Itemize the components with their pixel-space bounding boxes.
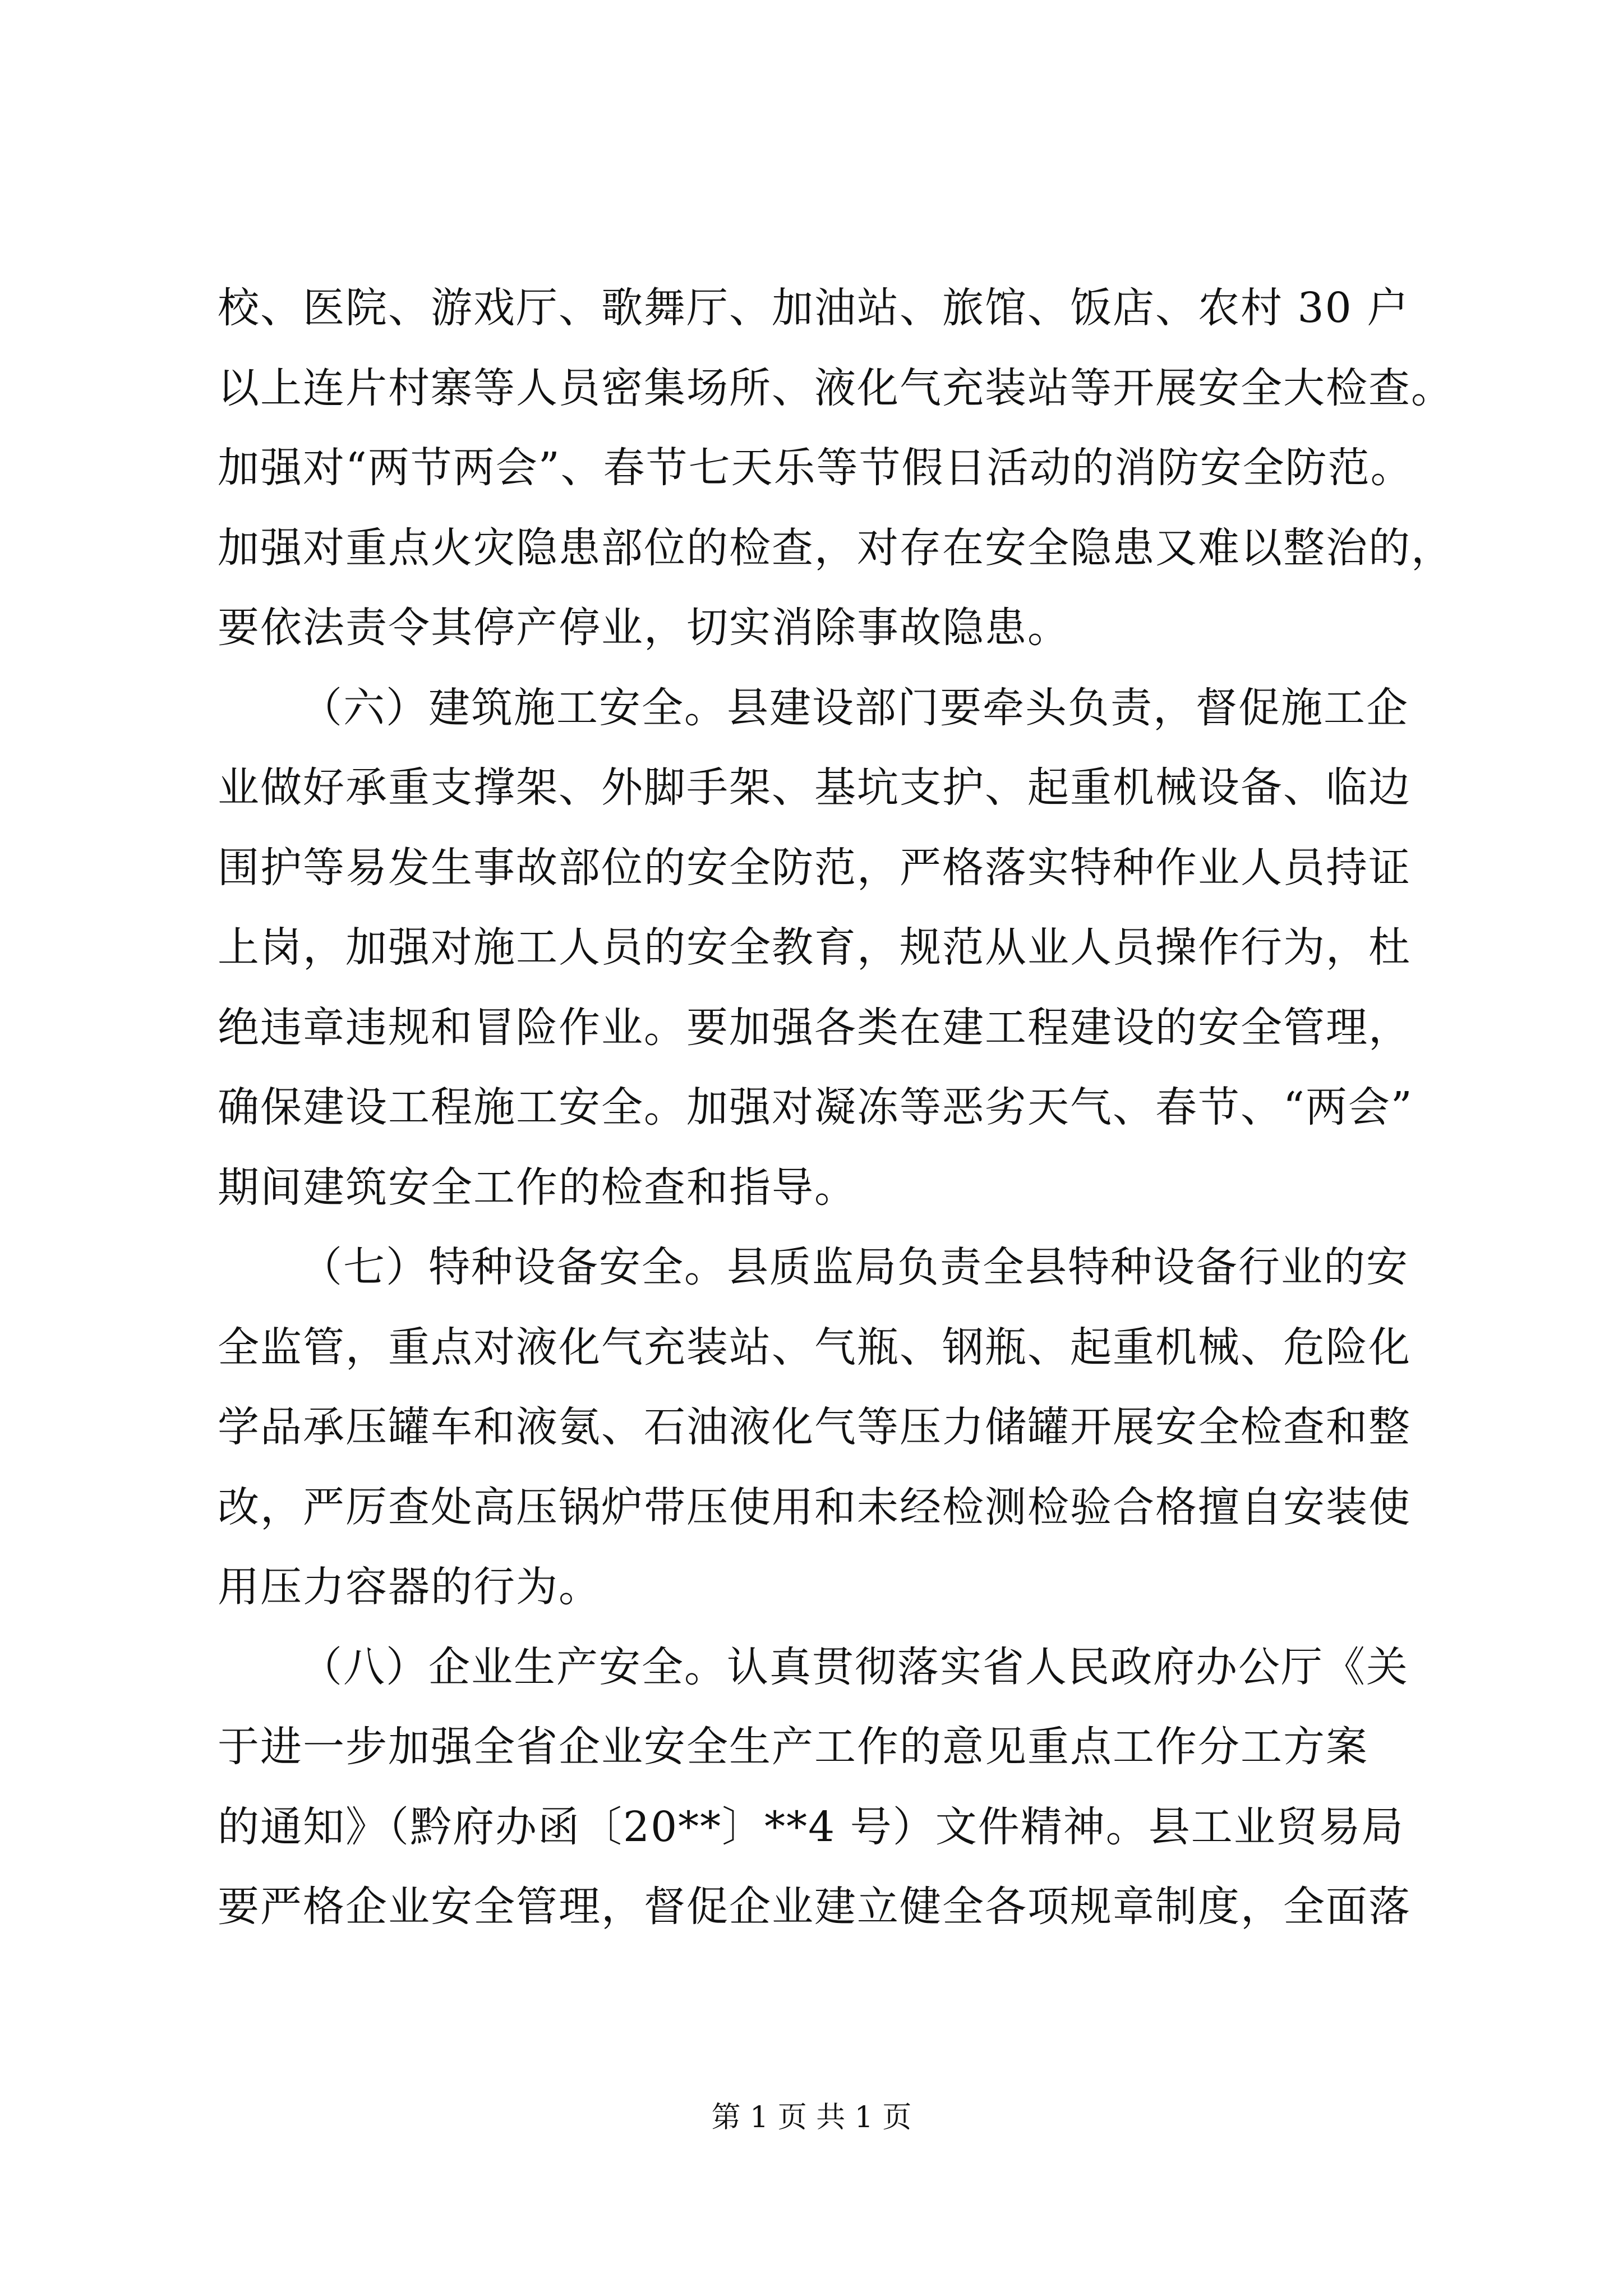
text-line: 期间建筑安全工作的检查和指导。 bbox=[218, 1163, 857, 1212]
text-line: 以上连片村寨等人员密集场所、液化气充装站等开展安全大检查。 bbox=[218, 364, 1454, 412]
text-line: 要依法责令其停产停业，切实消除事故隐患。 bbox=[218, 604, 1070, 652]
text-line: 要严格企业安全管理，督促企业建立健全各项规章制度，全面落 bbox=[218, 1883, 1411, 1931]
text-line: 校、医院、游戏厅、歌舞厅、加油站、旅馆、饭店、农村 30 户 bbox=[218, 284, 1410, 332]
text-line: 学品承压罐车和液氨、石油液化气等压力储罐开展安全检查和整 bbox=[218, 1403, 1411, 1451]
paragraph-first-line: （六）建筑施工安全。县建设部门要牵头负责，督促施工企 bbox=[301, 683, 1409, 732]
page-footer bbox=[0, 2098, 1623, 2137]
text-line: 于进一步加强全省企业安全生产工作的意见重点工作分工方案 bbox=[218, 1723, 1368, 1771]
text-line: 上岗，加强对施工人员的安全教育，规范从业人员操作行为，杜 bbox=[218, 923, 1411, 972]
text-line: 加强对重点火灾隐患部位的检查，对存在安全隐患又难以整治的， bbox=[218, 523, 1454, 572]
paragraph-first-line: （七）特种设备安全。县质监局负责全县特种设备行业的安 bbox=[301, 1243, 1409, 1291]
text-line: 全监管，重点对液化气充装站、气瓶、钢瓶、起重机械、危险化 bbox=[218, 1323, 1411, 1372]
text-line: 业做好承重支撑架、外脚手架、基坑支护、起重机械设备、临边 bbox=[218, 763, 1411, 812]
text-line: 用压力容器的行为。 bbox=[218, 1563, 601, 1611]
page-number-label: 第 1 页 共 1 页 bbox=[711, 2101, 912, 2134]
text-line: 的通知》（黔府办函〔20**〕**4 号）文件精神。县工业贸易局 bbox=[218, 1802, 1404, 1851]
text-line: 围护等易发生事故部位的安全防范，严格落实特种作业人员持证 bbox=[218, 843, 1411, 892]
document-body bbox=[218, 268, 1454, 1947]
text-line: 确保建设工程施工安全。加强对凝冻等恶劣天气、春节、“两会” bbox=[218, 1083, 1413, 1131]
text-line: 加强对“两节两会”、春节七天乐等节假日活动的消防安全防范。 bbox=[218, 444, 1413, 492]
text-line: 改，严厉查处高压锅炉带压使用和未经检测检验合格擅自安装使 bbox=[218, 1483, 1411, 1531]
paragraph-first-line: （八）企业生产安全。认真贯彻落实省人民政府办公厅《关 bbox=[301, 1642, 1409, 1691]
text-line: 绝违章违规和冒险作业。要加强各类在建工程建设的安全管理， bbox=[218, 1003, 1411, 1052]
